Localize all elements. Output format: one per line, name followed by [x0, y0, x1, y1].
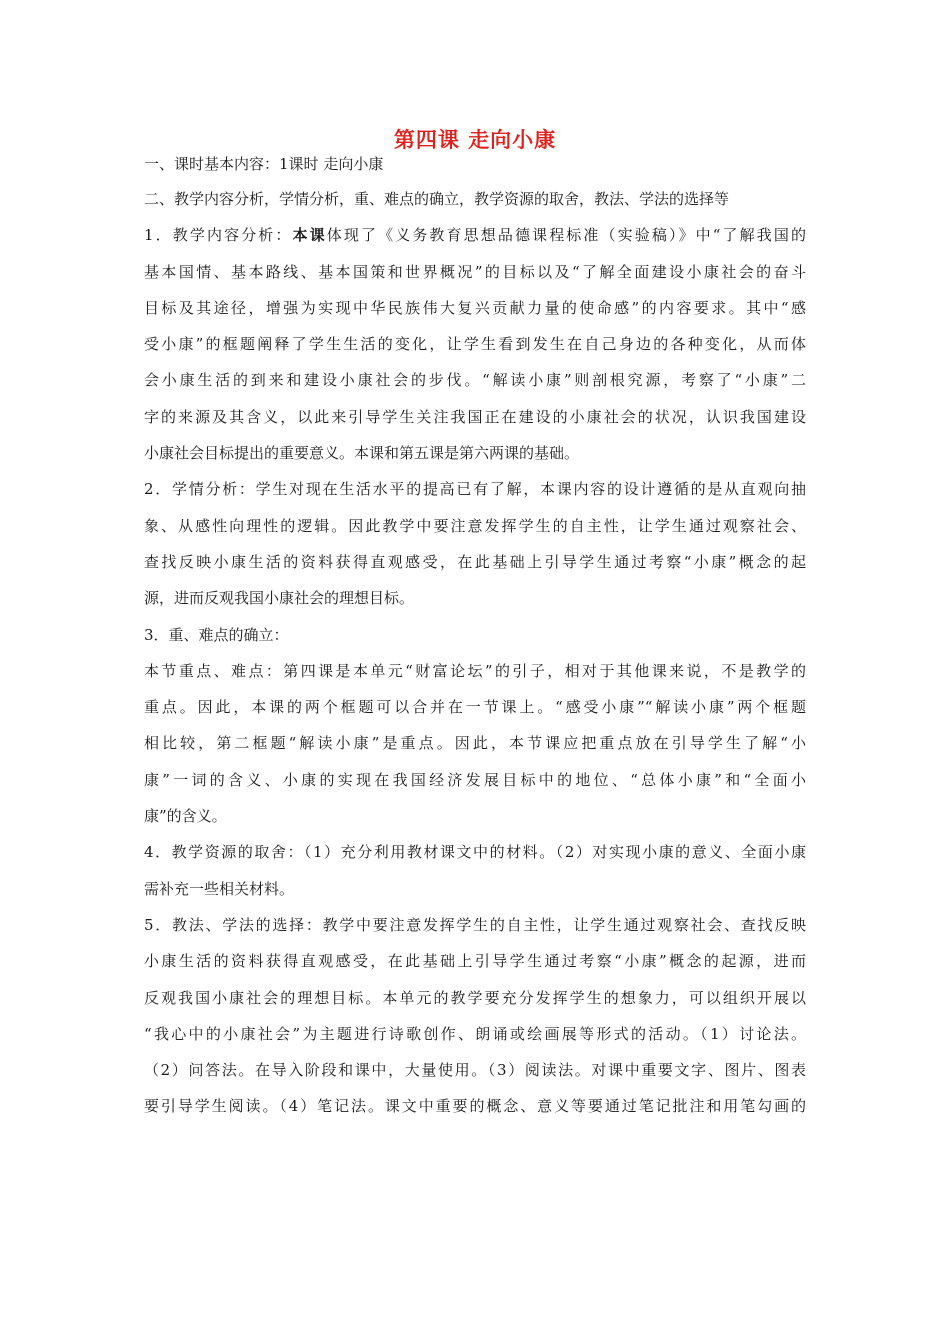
- text-line: 4．教学资源的取舍：（1）充分利用教材课文中的材料。（2）对实现小康的意义、全面小康: [144, 843, 806, 862]
- document-title: 第四课 走向小康: [393, 128, 557, 152]
- text-line: 2．学情分析：学生对现在生活水平的提高已有了解，本课内容的设计遵循的是从直观向抽: [144, 480, 806, 499]
- text-line: 重点。因此，本课的两个框题可以合并在一节课上。“感受小康”“解读小康”两个框题: [144, 698, 806, 717]
- text-line-prefix: 1．教学内容分析：: [144, 226, 293, 245]
- text-line: 基本国情、基本路线、基本国策和世界概况”的目标以及“了解全面建设小康社会的奋斗: [144, 262, 806, 281]
- text-line-suffix: 体现了《义务教育思想品德课程标准（实验稿）》中“了解我国的: [326, 226, 806, 245]
- document-body: [144, 150, 806, 1125]
- text-line: “我心中的小康社会”为主题进行诗歌创作、朗诵或绘画展等形式的活动。（1）讨论法。: [144, 1024, 806, 1043]
- text-line: 3．重、难点的确立：: [144, 625, 289, 644]
- text-line: 受小康”的框题阐释了学生生活的变化，让学生看到发生在自己身边的各种变化，从而体: [144, 335, 806, 354]
- text-line: 二、教学内容分析，学情分析，重、难点的确立，教学资源的取舍，教法、学法的选择等: [144, 190, 730, 208]
- text-line: 目标及其途径，增强为实现中华民族伟大复兴贡献力量的使命感”的内容要求。其中“感: [144, 298, 806, 317]
- text-line: 源，进而反观我国小康社会的理想目标。: [144, 589, 415, 608]
- text-line: 字的来源及其含义，以此来引导学生关注我国正在建设的小康社会的状况，认识我国建设: [144, 407, 806, 426]
- text-line: 小康社会目标提出的重要意义。本课和第五课是第六两课的基础。: [144, 444, 580, 463]
- text-line: 5．教法、学法的选择：教学中要注意发挥学生的自主性，让学生通过观察社会、查找反映: [144, 915, 806, 934]
- text-line: 一、课时基本内容：1课时 走向小康: [144, 155, 384, 173]
- text-line: 反观我国小康社会的理想目标。本单元的教学要充分发挥学生的想象力，可以组织开展以: [144, 988, 806, 1007]
- text-line: 象、从感性向理性的逻辑。因此教学中要注意发挥学生的自主性，让学生通过观察社会、: [144, 516, 806, 535]
- text-line: 相比较，第二框题“解读小康”是重点。因此，本节课应把重点放在引导学生了解“小: [144, 734, 806, 753]
- text-line: 需补充一些相关材料。: [144, 879, 295, 898]
- text-line: （2）问答法。在导入阶段和课中，大量使用。（3）阅读法。对课中重要文字、图片、图表: [144, 1061, 806, 1080]
- text-line: 小康生活的资料获得直观感受，在此基础上引导学生通过考察“小康”概念的起源，进而: [144, 952, 806, 971]
- text-line: [144, 217, 806, 253]
- text-line: 康”一词的含义、小康的实现在我国经济发展目标中的地位、“总体小康”和“全面小: [144, 770, 806, 789]
- text-line: 康”的含义。: [144, 807, 227, 826]
- text-line-bold: 本课: [292, 226, 327, 245]
- text-line: 要引导学生阅读。（4）笔记法。课文中重要的概念、意义等要通过笔记批注和用笔勾画的: [144, 1097, 806, 1116]
- text-line: 查找反映小康生活的资料获得直观感受，在此基础上引导学生通过考察“小康”概念的起: [144, 552, 806, 571]
- text-line: 会小康生活的到来和建设小康社会的步伐。“解读小康”则剖根究源，考察了“小康”二: [144, 371, 806, 390]
- text-line: 本节重点、难点：第四课是本单元“财富论坛”的引子，相对于其他课来说，不是教学的: [144, 661, 806, 680]
